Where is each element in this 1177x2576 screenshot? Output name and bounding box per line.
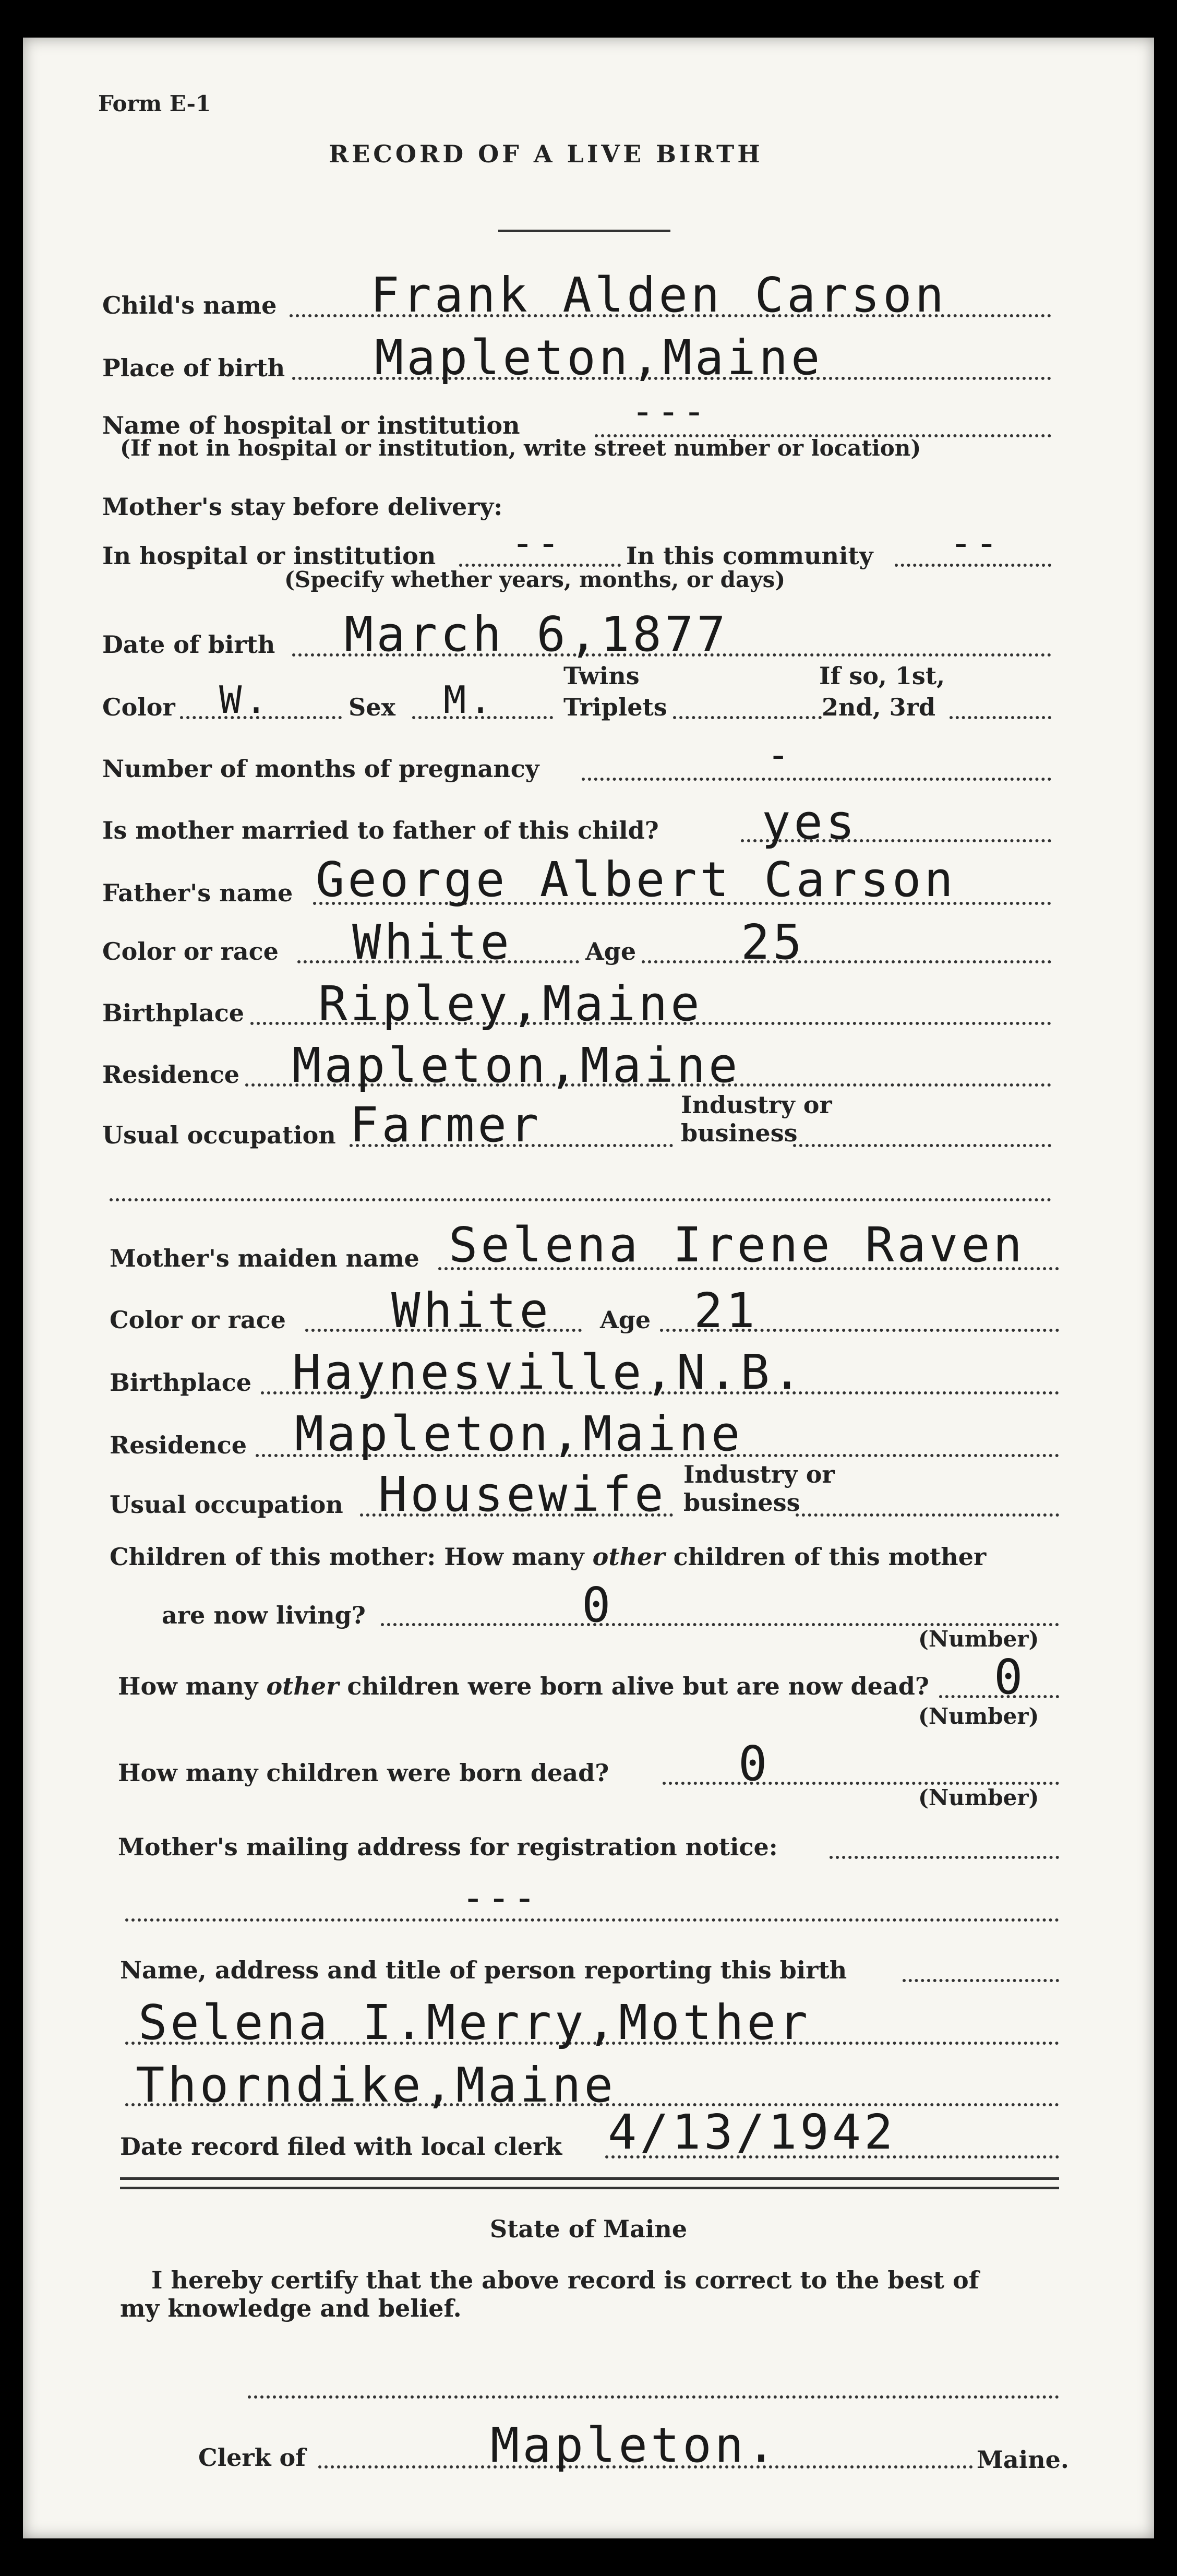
reporting-person-label: Name, address and title of person reporting this birth (120, 1956, 847, 1984)
months-pregnancy-label: Number of months of pregnancy (102, 755, 539, 783)
twins-label: Twins (563, 662, 640, 690)
father-residence-value: Mapleton,Maine (292, 1037, 741, 1093)
father-age-line (642, 960, 1051, 963)
mother-name-label: Mother's maiden name (110, 1244, 419, 1272)
mother-age-label: Age (600, 1306, 651, 1334)
date-filed-value: 4/13/1942 (608, 2104, 896, 2160)
mother-residence-value: Mapleton,Maine (295, 1406, 743, 1462)
signature-line (248, 2395, 1059, 2399)
reporter-line1-value: Selena I.Merry,Mother (138, 1995, 811, 2050)
father-race-label: Color or race (102, 937, 279, 965)
mailing-address-line2 (125, 1918, 1059, 1922)
mother-age-value: 21 (694, 1283, 758, 1339)
mother-industry-label: Industry or (683, 1460, 835, 1488)
father-residence-label: Residence (102, 1060, 240, 1089)
hospital-value: --- (631, 389, 709, 433)
father-race-value: White (352, 914, 512, 970)
mother-race-label: Color or race (110, 1306, 286, 1334)
clerk-of-label: Clerk of (198, 2443, 306, 2472)
triplets-label: Triplets (563, 693, 667, 721)
now-living-value: 0 (582, 1577, 614, 1633)
in-hospital-value: -- (511, 521, 563, 565)
months-pregnancy-value: - (767, 733, 793, 777)
now-living-label: are now living? (162, 1601, 366, 1629)
in-hospital-label: In hospital or institution (102, 542, 436, 570)
mother-name-value: Selena Irene Raven (449, 1217, 1025, 1273)
born-dead-value: 0 (738, 1736, 771, 1792)
mother-occupation-label: Usual occupation (110, 1490, 343, 1519)
mailing-address-label: Mother's mailing address for registration notice: (118, 1833, 778, 1861)
father-industry-label: Industry or (681, 1091, 832, 1119)
mother-business-label: business (683, 1488, 800, 1517)
married-label: Is mother married to father of this child? (102, 816, 659, 844)
born-dead-number-note: (Number) (918, 1785, 1039, 1810)
in-community-value: -- (950, 521, 1001, 565)
date-of-birth-label: Date of birth (102, 630, 275, 659)
double-rule-top (120, 2177, 1059, 2180)
in-community-label: In this community (626, 542, 873, 570)
mailing-address-value: --- (462, 1876, 539, 1919)
father-business-line (793, 1144, 1051, 1147)
born-alive-dead-label: How many other children were born alive but are now dead? (118, 1672, 929, 1700)
mailing-address-line1 (830, 1856, 1059, 1859)
born-dead-label: How many children were born dead? (118, 1759, 609, 1787)
child-name-value: Frank Alden Carson (370, 267, 947, 323)
order-label: 2nd, 3rd (822, 693, 936, 721)
father-name-label: Father's name (102, 879, 293, 907)
mother-race-value: White (391, 1283, 551, 1339)
clerk-state-label: Maine. (977, 2446, 1069, 2474)
father-business-label: business (681, 1119, 798, 1147)
title-rule (498, 230, 670, 232)
children-of-mother-label: Children of this mother: How many other children of this mother (110, 1543, 987, 1571)
if-so-label: If so, 1st, (819, 662, 945, 690)
form-title: RECORD OF A LIVE BIRTH (329, 140, 763, 168)
mother-stay-label: Mother's stay before delivery: (102, 493, 503, 521)
father-occupation-value: Farmer (350, 1097, 542, 1153)
months-pregnancy-line (582, 778, 1051, 781)
father-age-value: 25 (741, 914, 805, 970)
state-heading: State of Maine (489, 2215, 688, 2243)
born-alive-dead-number-note: (Number) (918, 1703, 1039, 1729)
date-filed-label: Date record filed with local clerk (120, 2132, 562, 2161)
stay-note: (Specify whether years, months, or days) (284, 567, 786, 592)
hospital-label: Name of hospital or institution (102, 411, 520, 439)
born-alive-dead-value: 0 (994, 1649, 1026, 1705)
date-of-birth-value: March 6,1877 (344, 606, 729, 662)
now-living-number-note: (Number) (918, 1626, 1039, 1652)
father-occupation-label: Usual occupation (102, 1121, 336, 1149)
sex-label: Sex (349, 693, 395, 721)
color-value: W. (219, 678, 271, 722)
father-age-label: Age (585, 937, 636, 965)
mother-birthplace-label: Birthplace (110, 1368, 252, 1397)
certify-line1: I hereby certify that the above record is correct to the best of (151, 2266, 979, 2294)
sex-value: M. (443, 678, 495, 722)
father-name-value: George Albert Carson (316, 852, 956, 908)
mother-business-line (796, 1513, 1059, 1517)
reporter-line2-value: Thorndike,Maine (136, 2057, 616, 2113)
twins-line (673, 716, 822, 719)
mother-birthplace-value: Haynesville,N.B. (292, 1344, 805, 1400)
place-of-birth-label: Place of birth (102, 354, 285, 382)
hospital-note: (If not in hospital or institution, write street number or location) (120, 435, 921, 461)
father-birthplace-value: Ripley,Maine (318, 976, 703, 1032)
certify-line2: my knowledge and belief. (120, 2294, 462, 2322)
double-rule-bottom (120, 2187, 1059, 2189)
mother-residence-label: Residence (110, 1431, 247, 1459)
child-name-label: Child's name (102, 291, 277, 319)
clerk-town-value: Mapleton. (490, 2417, 779, 2473)
order-line (950, 716, 1051, 719)
married-value: yes (762, 794, 858, 850)
reporting-person-line0 (903, 1979, 1059, 1982)
mother-occupation-value: Housewife (378, 1466, 667, 1522)
color-label: Color (102, 693, 175, 721)
father-birthplace-label: Birthplace (102, 999, 245, 1027)
place-of-birth-value: Mapleton,Maine (375, 330, 823, 386)
form-id: Form E-1 (98, 91, 211, 116)
father-extra-line (110, 1198, 1051, 1201)
